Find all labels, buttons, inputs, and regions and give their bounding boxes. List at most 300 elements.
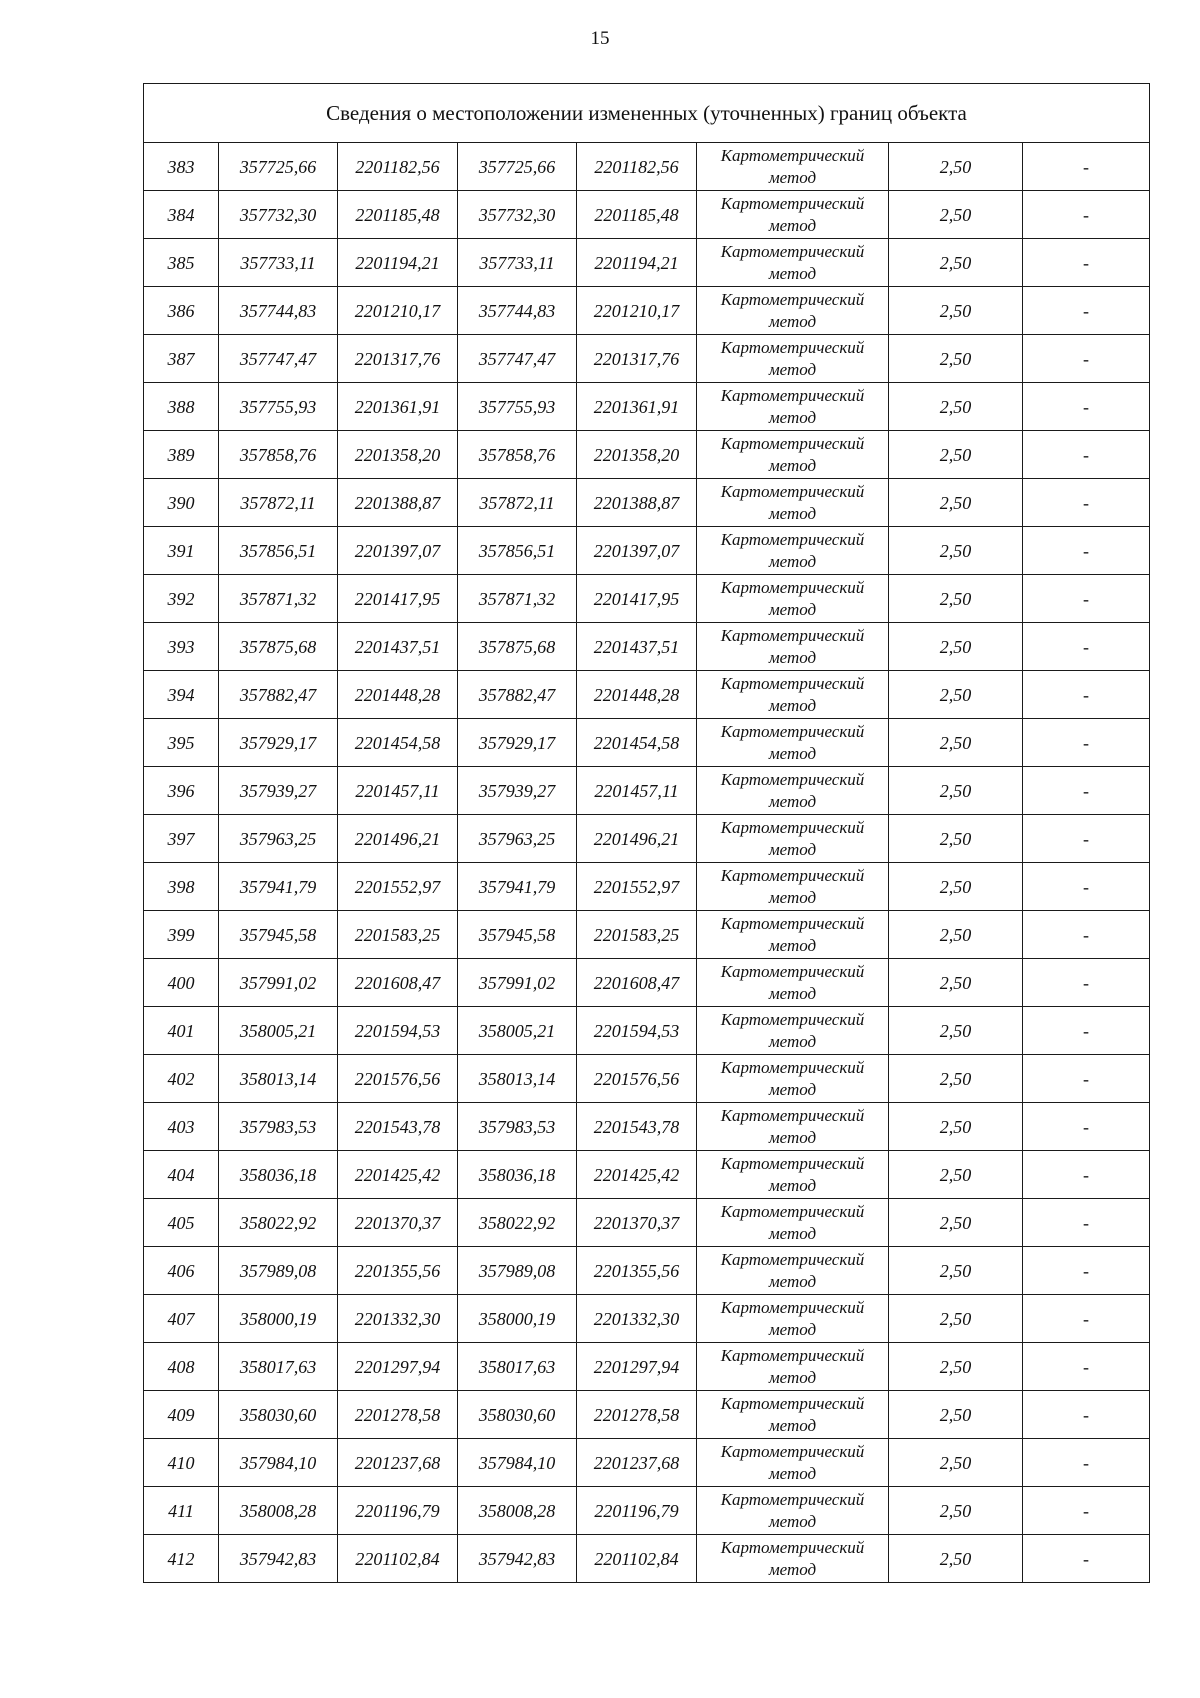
- refined-y-cell: 2201496,21: [577, 815, 697, 863]
- note-cell: -: [1023, 575, 1150, 623]
- accuracy-cell: 2,50: [889, 575, 1023, 623]
- note-cell: -: [1023, 1103, 1150, 1151]
- table-row: [144, 1247, 1150, 1295]
- refined-x-cell: 357991,02: [458, 959, 577, 1007]
- accuracy-cell: 2,50: [889, 671, 1023, 719]
- refined-y-cell: 2201317,76: [577, 335, 697, 383]
- refined-x-cell: 358013,14: [458, 1055, 577, 1103]
- note-cell: -: [1023, 1391, 1150, 1439]
- table-title-row: [144, 84, 1150, 143]
- method-line-1: Картометрический: [720, 1009, 865, 1029]
- existing-x-cell: 357984,10: [219, 1439, 338, 1487]
- refined-x-cell: 358036,18: [458, 1151, 577, 1199]
- refined-y-cell: 2201370,37: [577, 1199, 697, 1247]
- existing-y-cell: 2201317,76: [338, 335, 458, 383]
- existing-x-cell: 358005,21: [219, 1007, 338, 1055]
- existing-x-cell: 358022,92: [219, 1199, 338, 1247]
- note-cell: -: [1023, 1151, 1150, 1199]
- method-cell: [697, 143, 889, 191]
- method-line-2: метод: [768, 1271, 817, 1291]
- refined-y-cell: 2201594,53: [577, 1007, 697, 1055]
- method-line-1: Картометрический: [720, 1537, 865, 1557]
- method-line-2: метод: [768, 1127, 817, 1147]
- point-number-cell: 399: [144, 911, 219, 959]
- note-cell: -: [1023, 335, 1150, 383]
- existing-y-cell: 2201543,78: [338, 1103, 458, 1151]
- refined-y-cell: 2201210,17: [577, 287, 697, 335]
- note-cell: -: [1023, 863, 1150, 911]
- existing-x-cell: 357875,68: [219, 623, 338, 671]
- table-row: [144, 959, 1150, 1007]
- method-line-2: метод: [768, 407, 817, 427]
- accuracy-cell: 2,50: [889, 959, 1023, 1007]
- method-line-2: метод: [768, 215, 817, 235]
- existing-x-cell: 357744,83: [219, 287, 338, 335]
- method-line-1: Картометрический: [720, 145, 865, 165]
- point-number-cell: 383: [144, 143, 219, 191]
- refined-x-cell: 357875,68: [458, 623, 577, 671]
- method-line-2: метод: [768, 263, 817, 283]
- refined-y-cell: 2201278,58: [577, 1391, 697, 1439]
- method-line-2: метод: [768, 359, 817, 379]
- method-line-1: Картометрический: [720, 1057, 865, 1077]
- existing-y-cell: 2201576,56: [338, 1055, 458, 1103]
- point-number-cell: 405: [144, 1199, 219, 1247]
- refined-x-cell: 357989,08: [458, 1247, 577, 1295]
- method-cell: [697, 863, 889, 911]
- method-line-1: Картометрический: [720, 289, 865, 309]
- existing-x-cell: 357747,47: [219, 335, 338, 383]
- refined-y-cell: 2201437,51: [577, 623, 697, 671]
- refined-y-cell: 2201196,79: [577, 1487, 697, 1535]
- accuracy-cell: 2,50: [889, 479, 1023, 527]
- point-number-cell: 412: [144, 1535, 219, 1583]
- existing-y-cell: 2201594,53: [338, 1007, 458, 1055]
- method-cell: [697, 1439, 889, 1487]
- point-number-cell: 407: [144, 1295, 219, 1343]
- refined-y-cell: 2201454,58: [577, 719, 697, 767]
- method-line-1: Картометрический: [720, 1393, 865, 1413]
- point-number-cell: 403: [144, 1103, 219, 1151]
- existing-x-cell: 358013,14: [219, 1055, 338, 1103]
- accuracy-cell: 2,50: [889, 1007, 1023, 1055]
- method-cell: [697, 575, 889, 623]
- point-number-cell: 408: [144, 1343, 219, 1391]
- method-line-1: Картометрический: [720, 529, 865, 549]
- refined-x-cell: 357983,53: [458, 1103, 577, 1151]
- table-row: [144, 479, 1150, 527]
- table-row: [144, 719, 1150, 767]
- existing-x-cell: 357882,47: [219, 671, 338, 719]
- existing-y-cell: 2201388,87: [338, 479, 458, 527]
- existing-y-cell: 2201425,42: [338, 1151, 458, 1199]
- refined-y-cell: 2201448,28: [577, 671, 697, 719]
- table-row: [144, 623, 1150, 671]
- refined-x-cell: 357929,17: [458, 719, 577, 767]
- existing-y-cell: 2201437,51: [338, 623, 458, 671]
- method-cell: [697, 671, 889, 719]
- note-cell: -: [1023, 719, 1150, 767]
- refined-y-cell: 2201417,95: [577, 575, 697, 623]
- refined-y-cell: 2201185,48: [577, 191, 697, 239]
- refined-x-cell: 357872,11: [458, 479, 577, 527]
- refined-y-cell: 2201355,56: [577, 1247, 697, 1295]
- method-cell: [697, 911, 889, 959]
- method-cell: [697, 1151, 889, 1199]
- boundary-coordinates-table: [143, 83, 1150, 1583]
- existing-x-cell: 357733,11: [219, 239, 338, 287]
- method-line-1: Картометрический: [720, 193, 865, 213]
- point-number-cell: 388: [144, 383, 219, 431]
- existing-y-cell: 2201210,17: [338, 287, 458, 335]
- table-row: [144, 383, 1150, 431]
- table-row: [144, 1007, 1150, 1055]
- table-row: [144, 815, 1150, 863]
- refined-x-cell: 357984,10: [458, 1439, 577, 1487]
- table-title: Сведения о местоположении измененных (уточненных) границ объекта: [144, 84, 1150, 143]
- existing-y-cell: 2201194,21: [338, 239, 458, 287]
- existing-y-cell: 2201608,47: [338, 959, 458, 1007]
- method-line-2: метод: [768, 455, 817, 475]
- existing-y-cell: 2201358,20: [338, 431, 458, 479]
- accuracy-cell: 2,50: [889, 1103, 1023, 1151]
- method-line-1: Картометрический: [720, 1201, 865, 1221]
- point-number-cell: 402: [144, 1055, 219, 1103]
- table-row: [144, 287, 1150, 335]
- method-cell: [697, 1295, 889, 1343]
- method-line-1: Картометрический: [720, 577, 865, 597]
- existing-x-cell: 357991,02: [219, 959, 338, 1007]
- refined-x-cell: 357733,11: [458, 239, 577, 287]
- method-line-1: Картометрический: [720, 961, 865, 981]
- table-row: [144, 335, 1150, 383]
- existing-y-cell: 2201297,94: [338, 1343, 458, 1391]
- table-row: [144, 1055, 1150, 1103]
- method-line-2: метод: [768, 791, 817, 811]
- existing-x-cell: 357942,83: [219, 1535, 338, 1583]
- method-line-1: Картометрический: [720, 1345, 865, 1365]
- refined-y-cell: 2201388,87: [577, 479, 697, 527]
- existing-x-cell: 357725,66: [219, 143, 338, 191]
- existing-x-cell: 358017,63: [219, 1343, 338, 1391]
- refined-y-cell: 2201425,42: [577, 1151, 697, 1199]
- refined-y-cell: 2201237,68: [577, 1439, 697, 1487]
- refined-y-cell: 2201358,20: [577, 431, 697, 479]
- method-line-2: метод: [768, 935, 817, 955]
- note-cell: -: [1023, 1535, 1150, 1583]
- table-row: [144, 575, 1150, 623]
- method-line-2: метод: [768, 1511, 817, 1531]
- refined-x-cell: 357945,58: [458, 911, 577, 959]
- accuracy-cell: 2,50: [889, 767, 1023, 815]
- note-cell: -: [1023, 1199, 1150, 1247]
- method-cell: [697, 1103, 889, 1151]
- accuracy-cell: 2,50: [889, 1055, 1023, 1103]
- method-line-1: Картометрический: [720, 625, 865, 645]
- refined-x-cell: 358030,60: [458, 1391, 577, 1439]
- refined-x-cell: 358000,19: [458, 1295, 577, 1343]
- accuracy-cell: 2,50: [889, 1199, 1023, 1247]
- method-line-2: метод: [768, 503, 817, 523]
- existing-x-cell: 357871,32: [219, 575, 338, 623]
- accuracy-cell: 2,50: [889, 335, 1023, 383]
- method-line-1: Картометрический: [720, 337, 865, 357]
- method-cell: [697, 431, 889, 479]
- accuracy-cell: 2,50: [889, 1439, 1023, 1487]
- method-line-2: метод: [768, 1463, 817, 1483]
- note-cell: -: [1023, 143, 1150, 191]
- method-line-2: метод: [768, 695, 817, 715]
- existing-y-cell: 2201237,68: [338, 1439, 458, 1487]
- method-cell: [697, 1391, 889, 1439]
- note-cell: -: [1023, 191, 1150, 239]
- method-cell: [697, 1247, 889, 1295]
- point-number-cell: 386: [144, 287, 219, 335]
- accuracy-cell: 2,50: [889, 1391, 1023, 1439]
- point-number-cell: 394: [144, 671, 219, 719]
- note-cell: -: [1023, 239, 1150, 287]
- method-line-1: Картометрический: [720, 241, 865, 261]
- method-line-1: Картометрический: [720, 1105, 865, 1125]
- existing-y-cell: 2201457,11: [338, 767, 458, 815]
- refined-x-cell: 357755,93: [458, 383, 577, 431]
- point-number-cell: 400: [144, 959, 219, 1007]
- refined-x-cell: 357747,47: [458, 335, 577, 383]
- table-row: [144, 1535, 1150, 1583]
- point-number-cell: 390: [144, 479, 219, 527]
- method-cell: [697, 1343, 889, 1391]
- method-line-2: метод: [768, 887, 817, 907]
- note-cell: -: [1023, 911, 1150, 959]
- method-line-2: метод: [768, 1367, 817, 1387]
- refined-x-cell: 357963,25: [458, 815, 577, 863]
- refined-x-cell: 357939,27: [458, 767, 577, 815]
- accuracy-cell: 2,50: [889, 1535, 1023, 1583]
- method-line-2: метод: [768, 1079, 817, 1099]
- method-line-1: Картометрический: [720, 817, 865, 837]
- table-row: [144, 911, 1150, 959]
- existing-x-cell: 357983,53: [219, 1103, 338, 1151]
- accuracy-cell: 2,50: [889, 527, 1023, 575]
- refined-y-cell: 2201182,56: [577, 143, 697, 191]
- accuracy-cell: 2,50: [889, 1487, 1023, 1535]
- method-cell: [697, 239, 889, 287]
- note-cell: -: [1023, 383, 1150, 431]
- method-cell: [697, 1199, 889, 1247]
- note-cell: -: [1023, 1247, 1150, 1295]
- accuracy-cell: 2,50: [889, 191, 1023, 239]
- point-number-cell: 410: [144, 1439, 219, 1487]
- method-cell: [697, 1487, 889, 1535]
- table-row: [144, 1199, 1150, 1247]
- refined-y-cell: 2201552,97: [577, 863, 697, 911]
- method-line-2: метод: [768, 551, 817, 571]
- note-cell: -: [1023, 287, 1150, 335]
- method-line-2: метод: [768, 311, 817, 331]
- table-row: [144, 1151, 1150, 1199]
- refined-x-cell: 357858,76: [458, 431, 577, 479]
- existing-y-cell: 2201182,56: [338, 143, 458, 191]
- point-number-cell: 384: [144, 191, 219, 239]
- point-number-cell: 401: [144, 1007, 219, 1055]
- existing-x-cell: 357732,30: [219, 191, 338, 239]
- table-row: [144, 527, 1150, 575]
- existing-x-cell: 357858,76: [219, 431, 338, 479]
- point-number-cell: 396: [144, 767, 219, 815]
- method-line-1: Картометрический: [720, 1249, 865, 1269]
- existing-x-cell: 357856,51: [219, 527, 338, 575]
- table-row: [144, 1391, 1150, 1439]
- existing-x-cell: 357989,08: [219, 1247, 338, 1295]
- note-cell: -: [1023, 1487, 1150, 1535]
- refined-x-cell: 357725,66: [458, 143, 577, 191]
- existing-x-cell: 357945,58: [219, 911, 338, 959]
- note-cell: -: [1023, 431, 1150, 479]
- page-number: 15: [590, 28, 610, 49]
- existing-y-cell: 2201278,58: [338, 1391, 458, 1439]
- table-row: [144, 1103, 1150, 1151]
- point-number-cell: 395: [144, 719, 219, 767]
- refined-y-cell: 2201397,07: [577, 527, 697, 575]
- accuracy-cell: 2,50: [889, 143, 1023, 191]
- note-cell: -: [1023, 479, 1150, 527]
- table-row: [144, 863, 1150, 911]
- method-cell: [697, 767, 889, 815]
- refined-x-cell: 357882,47: [458, 671, 577, 719]
- accuracy-cell: 2,50: [889, 287, 1023, 335]
- table-row: [144, 1487, 1150, 1535]
- existing-x-cell: 358030,60: [219, 1391, 338, 1439]
- method-cell: [697, 191, 889, 239]
- method-line-1: Картометрический: [720, 1297, 865, 1317]
- note-cell: -: [1023, 1007, 1150, 1055]
- accuracy-cell: 2,50: [889, 911, 1023, 959]
- refined-y-cell: 2201102,84: [577, 1535, 697, 1583]
- existing-x-cell: 357929,17: [219, 719, 338, 767]
- existing-y-cell: 2201102,84: [338, 1535, 458, 1583]
- accuracy-cell: 2,50: [889, 863, 1023, 911]
- method-line-1: Картометрический: [720, 385, 865, 405]
- existing-x-cell: 357872,11: [219, 479, 338, 527]
- existing-x-cell: 357963,25: [219, 815, 338, 863]
- table-row: [144, 239, 1150, 287]
- accuracy-cell: 2,50: [889, 383, 1023, 431]
- method-line-2: метод: [768, 983, 817, 1003]
- method-line-1: Картометрический: [720, 721, 865, 741]
- point-number-cell: 389: [144, 431, 219, 479]
- refined-x-cell: 357941,79: [458, 863, 577, 911]
- note-cell: -: [1023, 767, 1150, 815]
- note-cell: -: [1023, 1295, 1150, 1343]
- method-line-1: Картометрический: [720, 433, 865, 453]
- existing-x-cell: 357939,27: [219, 767, 338, 815]
- refined-y-cell: 2201608,47: [577, 959, 697, 1007]
- method-line-1: Картометрический: [720, 865, 865, 885]
- note-cell: -: [1023, 1439, 1150, 1487]
- accuracy-cell: 2,50: [889, 815, 1023, 863]
- method-cell: [697, 527, 889, 575]
- point-number-cell: 398: [144, 863, 219, 911]
- existing-x-cell: 357755,93: [219, 383, 338, 431]
- refined-x-cell: 357942,83: [458, 1535, 577, 1583]
- note-cell: -: [1023, 1055, 1150, 1103]
- refined-y-cell: 2201194,21: [577, 239, 697, 287]
- existing-y-cell: 2201185,48: [338, 191, 458, 239]
- method-line-1: Картометрический: [720, 1489, 865, 1509]
- method-cell: [697, 815, 889, 863]
- existing-x-cell: 358008,28: [219, 1487, 338, 1535]
- refined-y-cell: 2201543,78: [577, 1103, 697, 1151]
- table-row: [144, 671, 1150, 719]
- point-number-cell: 409: [144, 1391, 219, 1439]
- existing-y-cell: 2201397,07: [338, 527, 458, 575]
- refined-y-cell: 2201297,94: [577, 1343, 697, 1391]
- table-row: [144, 143, 1150, 191]
- refined-y-cell: 2201361,91: [577, 383, 697, 431]
- accuracy-cell: 2,50: [889, 719, 1023, 767]
- accuracy-cell: 2,50: [889, 1343, 1023, 1391]
- method-line-2: метод: [768, 647, 817, 667]
- accuracy-cell: 2,50: [889, 1295, 1023, 1343]
- method-cell: [697, 479, 889, 527]
- accuracy-cell: 2,50: [889, 623, 1023, 671]
- method-line-2: метод: [768, 1415, 817, 1435]
- point-number-cell: 392: [144, 575, 219, 623]
- method-line-2: метод: [768, 599, 817, 619]
- existing-y-cell: 2201355,56: [338, 1247, 458, 1295]
- method-line-1: Картометрический: [720, 913, 865, 933]
- note-cell: -: [1023, 815, 1150, 863]
- existing-y-cell: 2201332,30: [338, 1295, 458, 1343]
- accuracy-cell: 2,50: [889, 239, 1023, 287]
- refined-y-cell: 2201583,25: [577, 911, 697, 959]
- method-cell: [697, 623, 889, 671]
- refined-x-cell: 358022,92: [458, 1199, 577, 1247]
- existing-x-cell: 358000,19: [219, 1295, 338, 1343]
- table-row: [144, 1343, 1150, 1391]
- note-cell: -: [1023, 623, 1150, 671]
- refined-x-cell: 357871,32: [458, 575, 577, 623]
- refined-y-cell: 2201332,30: [577, 1295, 697, 1343]
- existing-y-cell: 2201448,28: [338, 671, 458, 719]
- existing-y-cell: 2201552,97: [338, 863, 458, 911]
- method-cell: [697, 383, 889, 431]
- refined-x-cell: 358017,63: [458, 1343, 577, 1391]
- point-number-cell: 387: [144, 335, 219, 383]
- method-line-1: Картометрический: [720, 1441, 865, 1461]
- method-line-2: метод: [768, 1223, 817, 1243]
- point-number-cell: 385: [144, 239, 219, 287]
- table-row: [144, 1295, 1150, 1343]
- existing-y-cell: 2201361,91: [338, 383, 458, 431]
- table-row: [144, 431, 1150, 479]
- method-cell: [697, 335, 889, 383]
- existing-y-cell: 2201496,21: [338, 815, 458, 863]
- accuracy-cell: 2,50: [889, 431, 1023, 479]
- method-line-2: метод: [768, 1559, 817, 1579]
- refined-x-cell: 358005,21: [458, 1007, 577, 1055]
- refined-x-cell: 358008,28: [458, 1487, 577, 1535]
- point-number-cell: 406: [144, 1247, 219, 1295]
- method-cell: [697, 959, 889, 1007]
- point-number-cell: 404: [144, 1151, 219, 1199]
- method-line-2: метод: [768, 839, 817, 859]
- method-line-2: метод: [768, 743, 817, 763]
- method-line-1: Картометрический: [720, 1153, 865, 1173]
- method-cell: [697, 719, 889, 767]
- method-line-1: Картометрический: [720, 673, 865, 693]
- existing-y-cell: 2201454,58: [338, 719, 458, 767]
